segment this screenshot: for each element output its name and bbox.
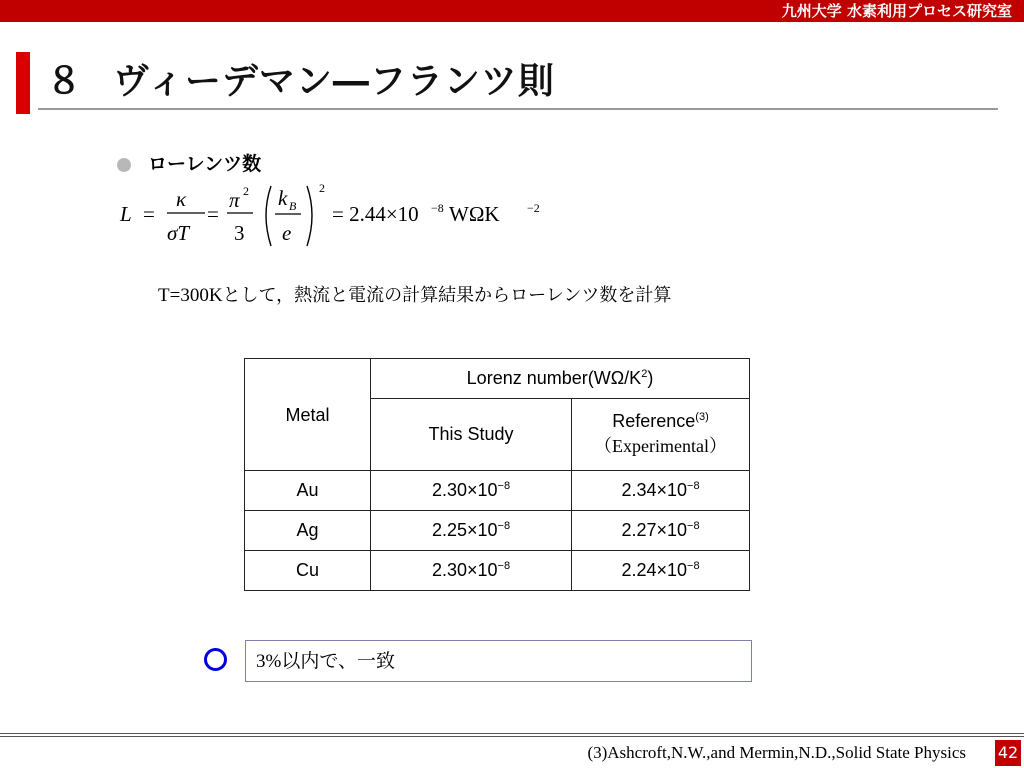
formula-kB-sub: B <box>289 199 297 213</box>
footer-reference: (3)Ashcroft,N.W.,and Mermin,N.D.,Solid State Physics <box>587 743 966 762</box>
reference-cell: $2.27\times 10^{-8}$ <box>572 511 750 551</box>
this-study-cell: $2.30\times 10^{-8}$ <box>371 471 572 511</box>
experimental-note: （Experimental） <box>594 436 727 456</box>
formula-e: e <box>282 221 292 245</box>
this-study-cell: $2.25\times 10^{-8}$ <box>371 511 572 551</box>
formula-result: = 2.44×10 <box>332 202 419 226</box>
lorenz-group-header: Lorenz $number(W\Omega/K^2)$ <box>371 359 750 399</box>
formula-pi-exp: 2 <box>243 184 249 198</box>
lorenz-formula <box>115 176 575 256</box>
page-number: 42 <box>995 740 1021 766</box>
formula-eq2: = <box>207 202 219 226</box>
reference-cell: $2.34\times 10^{-8}$ <box>572 471 750 511</box>
table-row <box>245 551 750 591</box>
title-divider <box>38 108 998 110</box>
circle-icon <box>204 648 227 671</box>
calculation-note <box>158 282 671 310</box>
left-paren <box>266 186 271 246</box>
conclusion-box <box>245 640 752 682</box>
formula-unit-exp: −2 <box>527 201 540 215</box>
institution-label: 九州大学 水素利用プロセス研究室 <box>781 2 1012 20</box>
table-row <box>245 511 750 551</box>
this-study-header: This Study <box>371 399 572 471</box>
metal-cell: Cu <box>245 551 371 591</box>
formula-paren-exp: 2 <box>319 181 325 195</box>
formula-L: L <box>120 202 132 226</box>
metal-cell: Au <box>245 471 371 511</box>
metal-header: Metal <box>245 359 371 471</box>
formula-sigmaT: σT <box>167 221 190 245</box>
temperature-label: T=300K <box>158 285 223 306</box>
reference-cell: $2.24\times 10^{-8}$ <box>572 551 750 591</box>
footer-divider <box>0 733 1024 737</box>
formula-kB: k <box>278 186 288 210</box>
formula-pi: π <box>229 188 240 212</box>
percent-label: 3% <box>256 651 282 672</box>
conclusion-text <box>256 647 395 676</box>
this-study-cell: $2.30\times 10^{-8}$ <box>371 551 572 591</box>
agreement-text: 以内で、一致 <box>281 650 395 672</box>
bullet-dot-icon <box>117 158 131 172</box>
title-number: ８ <box>46 61 84 102</box>
metal-cell: Ag <box>245 511 371 551</box>
bullet-heading: ローレンツ数 <box>148 153 262 175</box>
formula-eq1: = <box>143 202 155 226</box>
table-row <box>245 471 750 511</box>
lorenz-number-table <box>244 358 750 591</box>
formula-kappa: κ <box>176 187 187 211</box>
formula-three: 3 <box>234 221 245 245</box>
table-header-row <box>245 359 750 399</box>
calculation-text: として，熱流と電流の計算結果からローレンツ数を計算 <box>222 285 672 306</box>
title-text: ヴィーデマン―フランツ則 <box>113 61 555 102</box>
reference-header: Reference$^{(3)}$ （Experimental） <box>572 399 750 471</box>
header-bar <box>0 0 1024 22</box>
right-paren <box>307 186 312 246</box>
formula-unit: WΩK <box>449 202 500 226</box>
formula-result-exp: −8 <box>431 201 444 215</box>
slide-title <box>46 56 555 108</box>
title-accent-bar <box>16 52 30 114</box>
